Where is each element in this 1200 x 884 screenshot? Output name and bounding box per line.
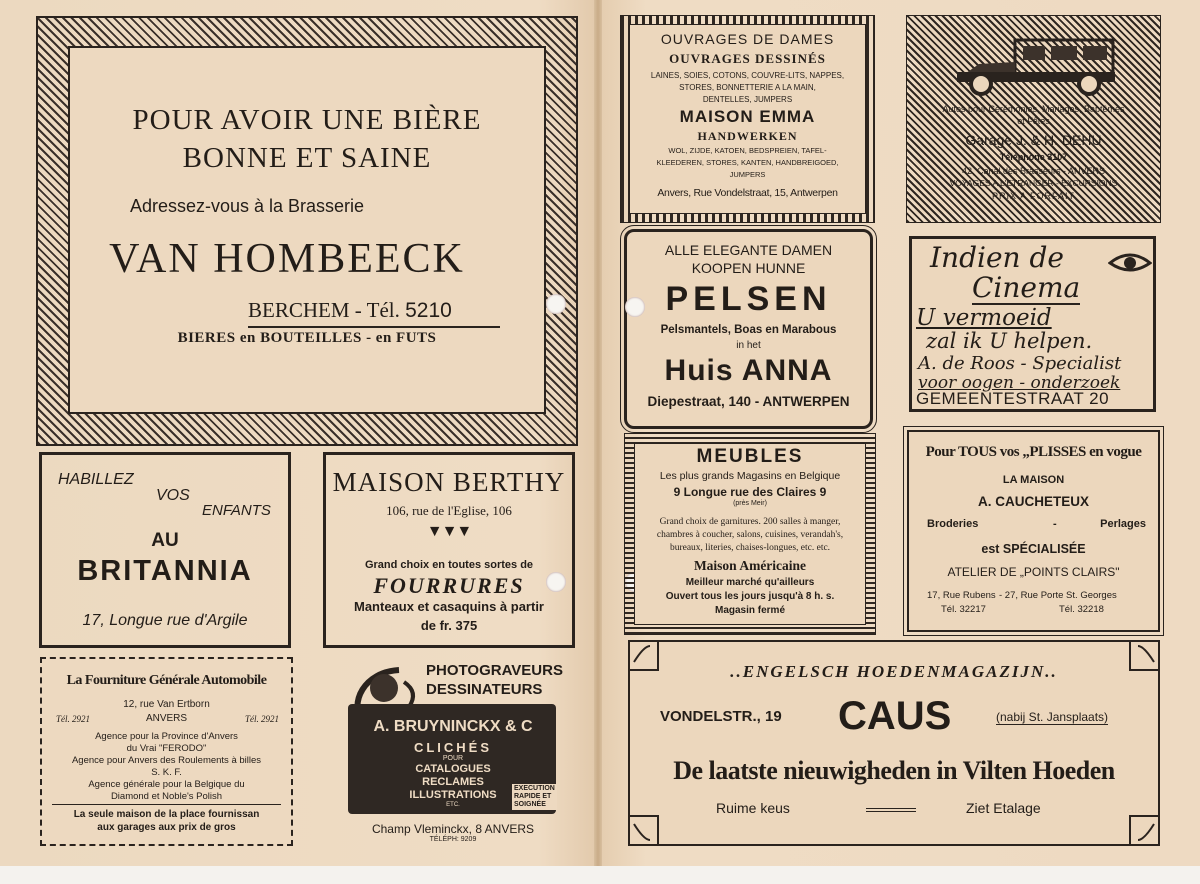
ad-heading: ..ENGELSCH HOEDENMAGAZIJN..	[730, 662, 1058, 681]
ad-line: PRIX A FORFAIT	[991, 191, 1076, 201]
ad-heading: DESSINATEURS	[426, 681, 543, 698]
ad-line: LAINES, SOIES, COTONS, COUVRE-LITS, NAPPES,	[650, 71, 845, 80]
ad-heading: OUVRAGES DESSINÉS	[669, 51, 826, 66]
ad-line: RAPIDE ET	[514, 793, 552, 800]
ad-line: (nabij St. Jansplaats)	[996, 710, 1109, 724]
ad-line: Magasin fermé	[714, 605, 786, 616]
ad-footer: aux garages aux prix de gros	[97, 822, 236, 833]
ad-line: Agence pour la Province d'Anvers	[95, 731, 238, 742]
shop-name: MAISON BERTHY	[332, 467, 566, 497]
ad-line: de fr. 375	[420, 618, 478, 633]
ad-line: U vermoeid	[916, 305, 1052, 331]
company-name: A. BRUYNINCKX & C	[373, 718, 533, 735]
ad-line: Agence pour Anvers des Roulements à billes	[71, 755, 262, 766]
ad-line: RECLAMES	[422, 776, 484, 788]
ad-footer: La seule maison de la place fournissan	[73, 809, 260, 820]
ad-line: VOS	[156, 487, 190, 504]
ad-line: Grand choix en toutes sortes de	[364, 559, 534, 571]
phone: Tél. 32217	[941, 604, 986, 615]
divider	[866, 808, 916, 812]
punch-hole	[625, 297, 645, 317]
address: 17, Rue Rubens	[927, 590, 996, 601]
ad-footer: BIERES en BOUTEILLES - en FUTS	[177, 330, 437, 346]
address: Diepestraat, 140 - ANTWERPEN	[647, 394, 850, 409]
ad-line: Cinema	[972, 271, 1081, 304]
headline: FOURRURES	[373, 573, 525, 598]
ad-line: JUMPERS	[729, 170, 766, 179]
ad-meubles	[625, 434, 875, 634]
ad-line: KLEEDEREN, STORES, KANTEN, HANDBREIGOED,	[656, 158, 839, 167]
ad-maison-emma	[621, 16, 874, 222]
ad-line: HABILLEZ	[58, 471, 134, 488]
shop-name: Maison Américaine	[693, 558, 807, 573]
ad-bruyninckx	[344, 660, 564, 846]
ad-heading: PHOTOGRAVEURS	[426, 662, 563, 679]
phone: Tél. 2921	[56, 714, 91, 724]
ad-line: ATELIER DE „POINTS CLAIRS"	[947, 565, 1120, 579]
ad-heading: OUVRAGES DE DAMES	[660, 31, 835, 47]
ad-line: in het	[736, 340, 761, 351]
ad-line: Ziet Etalage	[966, 800, 1041, 816]
shop-name: A. CAUCHETEUX	[977, 494, 1089, 509]
ad-line: zal ik U helpen.	[926, 329, 1093, 353]
scan-margin	[0, 866, 1200, 884]
ad-line: et Fêtes	[1017, 116, 1050, 126]
ad-heading: HANDWERKEN	[697, 129, 798, 143]
ad-line: EXECUTION	[514, 785, 555, 792]
ad-line: Agence générale pour la Belgique du	[88, 779, 245, 790]
address: 9 Longue rue des Claires 9	[673, 485, 827, 499]
ad-line: chambres à coucher, salons, cuisines, verandah's,	[656, 530, 844, 540]
ad-line: Meilleur marché qu'ailleurs	[685, 577, 815, 588]
ad-line: voor oogen - onderzoek	[918, 373, 1121, 393]
ad-heading: Pour TOUS vos „PLISSES en vogue	[925, 444, 1142, 460]
ad-line: A. de Roos - Specialist	[918, 353, 1122, 374]
ad-line: ENFANTS	[202, 502, 271, 519]
brewery-name: VAN HOMBEECK	[109, 236, 465, 282]
ad-fourniture-automobile	[40, 657, 293, 846]
ad-britannia	[39, 452, 291, 648]
separator: -	[1053, 518, 1057, 530]
ad-caucheteux	[907, 430, 1160, 632]
phone: Tél. 2921	[244, 714, 279, 724]
ad-line: Autos pour Cérémonies, Mariages, Baptêmes	[942, 104, 1125, 114]
ad-de-roos	[909, 236, 1156, 412]
ad-line: Perlages	[1100, 518, 1146, 530]
ad-pelsen	[624, 229, 873, 429]
ad-line: ILLUSTRATIONS	[409, 789, 497, 801]
ad-line: Ruime keus	[716, 800, 790, 816]
ad-line: Les plus grands Magasins en Belgique	[659, 470, 841, 482]
ad-line: BONNE ET SAINE	[182, 142, 432, 174]
shop-name: CAUS	[838, 694, 952, 738]
address: - 27, Rue Porte St. Georges	[999, 590, 1117, 601]
phone: Tél. 32218	[1059, 604, 1104, 615]
shop-name: La Fourniture Générale Automobile	[66, 673, 267, 688]
shop-name: MAISON EMMA	[679, 107, 816, 126]
ad-maison-berthy	[323, 452, 575, 648]
ad-line: SOIGNÉE	[514, 801, 546, 808]
headline: PELSEN	[665, 280, 832, 318]
ad-line: WOL, ZIJDE, KATOEN, BEDSPREIEN, TAFEL-	[668, 146, 827, 155]
address: 42, Canal des Brasseurs - ANVERS	[961, 166, 1106, 176]
address: GEMEENTESTRAAT 20	[916, 389, 1110, 408]
phone: Téléphone 3107	[999, 152, 1068, 162]
address: 12, rue Van Ertborn	[123, 699, 210, 710]
ad-line: Broderies	[927, 518, 979, 530]
shop-name: Garage J. & H. DEHU	[965, 132, 1102, 148]
ad-line: POUR	[442, 755, 464, 762]
address: Anvers, Rue Vondelstraat, 15, Antwerpen	[657, 187, 838, 199]
ad-line: S. K. F.	[151, 767, 182, 778]
ad-line: STORES, BONNETTERIE A LA MAIN,	[679, 83, 816, 92]
ad-line: bureaux, literies, chaises-longues, etc. etc.	[669, 543, 831, 553]
address: VONDELSTR., 19	[660, 708, 782, 725]
ad-line: Pelsmantels, Boas en Marabous	[660, 324, 837, 336]
ad-line: du Vrai "FERODO"	[126, 743, 207, 754]
headline: De laatste nieuwigheden in Vilten Hoeden	[673, 756, 1115, 785]
eye-icon	[1108, 247, 1152, 277]
phone: TÉLÉPH: 9209	[429, 836, 477, 843]
ad-line: LA MAISON	[1002, 474, 1065, 486]
ad-line: VOYAGES A L'ETRANGER - EXCURSIONS	[949, 178, 1118, 188]
ad-line: (près Meir)	[733, 500, 767, 507]
ad-line: DENTELLES, JUMPERS	[702, 95, 793, 104]
ad-line: Indien de	[930, 241, 1064, 274]
ad-line: Grand choix de garnitures. 200 salles à manger,	[659, 517, 841, 527]
ad-line: ALLE ELEGANTE DAMEN	[664, 242, 833, 258]
phone-number: 5210	[405, 299, 452, 322]
ad-line: Diamond et Noble's Polish	[110, 791, 223, 802]
headline: MEUBLES	[696, 446, 804, 467]
ad-line: POUR AVOIR UNE BIÈRE	[132, 104, 482, 136]
ad-van-hombeeck	[38, 18, 576, 444]
punch-hole	[546, 294, 566, 314]
address: Champ Vleminckx, 8 ANVERS	[371, 822, 535, 836]
ad-caus	[628, 640, 1160, 846]
ad-line: AU	[151, 530, 179, 551]
ad-line: ETC.	[446, 802, 460, 808]
address: BERCHEM - Tél.	[248, 298, 400, 322]
ad-line: KOOPEN HUNNE	[691, 260, 806, 276]
address: 17, Longue rue d'Argile	[82, 612, 248, 629]
shop-name: Huis ANNA	[664, 354, 833, 387]
address: 106, rue de l'Eglise, 106	[386, 503, 512, 518]
ad-line: Ouvert tous les jours jusqu'à 8 h. s.	[665, 591, 835, 602]
ad-line: Adressez-vous à la Brasserie	[129, 196, 365, 216]
ad-line: Manteaux et casaquins à partir	[353, 599, 544, 614]
ad-line: CLICHÉS	[413, 740, 493, 755]
ad-line: est SPÉCIALISÉE	[981, 542, 1086, 556]
page-spine	[594, 0, 602, 884]
shop-name: BRITANNIA	[77, 555, 253, 587]
ad-line: CATALOGUES	[415, 763, 491, 775]
city: ANVERS	[145, 713, 188, 724]
ad-garage-dehu	[907, 16, 1160, 222]
car-icon	[949, 34, 1119, 96]
logo-mark: ▼▼▼	[426, 523, 472, 540]
